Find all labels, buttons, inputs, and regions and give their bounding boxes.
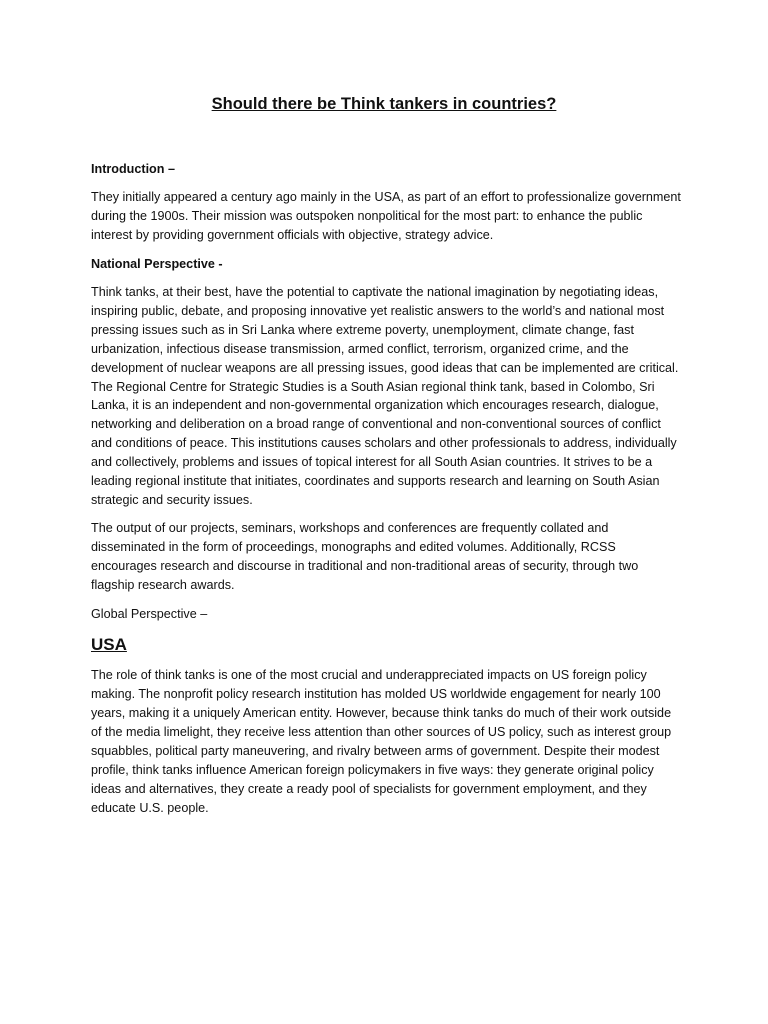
introduction-paragraph: They initially appeared a century ago mainly in the USA, as part of an effort to professionalize government during the 1900s. Their mission was outspoken nonpolitical for the most part: to enhance the public interest by providing government officials with objective, strategy advice.	[91, 190, 681, 243]
introduction-heading: Introduction –	[91, 162, 175, 176]
national-perspective-paragraph-1: Think tanks, at their best, have the potential to captivate the national imagination by negotiating ideas, inspiring public, debate, and proposing innovative yet realistic answers to the world’s and national most pressing issues such as in Sri Lanka where extreme poverty, unemployment, climate change, fast urbanization, infectious disease transmission, armed conflict, terrorism, organized crime, and the development of nuclear weapons are all pressing issues, good ideas that can be implemented are critical. The Regional Centre for Strategic Studies is a South Asian regional think tank, based in Colombo, Sri Lanka, it is an independent and non-governmental organization which encourages research, dialogue, networking and deliberation on a broad range of conventional and non-conventional sources of conflict and conditions of peace. This institutions causes scholars and other professionals to address, individually and collectively, problems and issues of topical interest for all South Asian countries. It strives to be a leading regional institute that initiates, coordinates and supports research and learning on South Asian strategic and security issues.	[91, 285, 679, 507]
usa-paragraph: The role of think tanks is one of the most crucial and underappreciated impacts on US foreign policy making. The nonprofit policy research institution has molded US worldwide engagement for nearly 100 years, making it a uniquely American entity. However, because think tanks do much of their work outside of the media limelight, they receive less attention than other sources of US policy, such as interest group squabbles, political party maneuvering, and rivalry between arms of government. Despite their modest profile, think tanks influence American foreign policymakers in five ways: they generate original policy ideas and alternatives, they create a ready pool of specialists for government employment, and they educate U.S. people.	[91, 668, 672, 815]
document-body	[91, 160, 683, 827]
national-perspective-paragraph-2: The output of our projects, seminars, workshops and conferences are frequently collated and disseminated in the form of proceedings, monographs and edited volumes. Additionally, RCSS encourages research and discourse in traditional and non-traditional areas of security, through two flagship research awards.	[91, 521, 639, 593]
document-title: Should there be Think tankers in countries?	[211, 95, 557, 113]
global-perspective-heading: Global Perspective –	[91, 606, 208, 621]
usa-heading: USA	[91, 634, 127, 654]
national-perspective-heading: National Perspective -	[91, 256, 223, 271]
